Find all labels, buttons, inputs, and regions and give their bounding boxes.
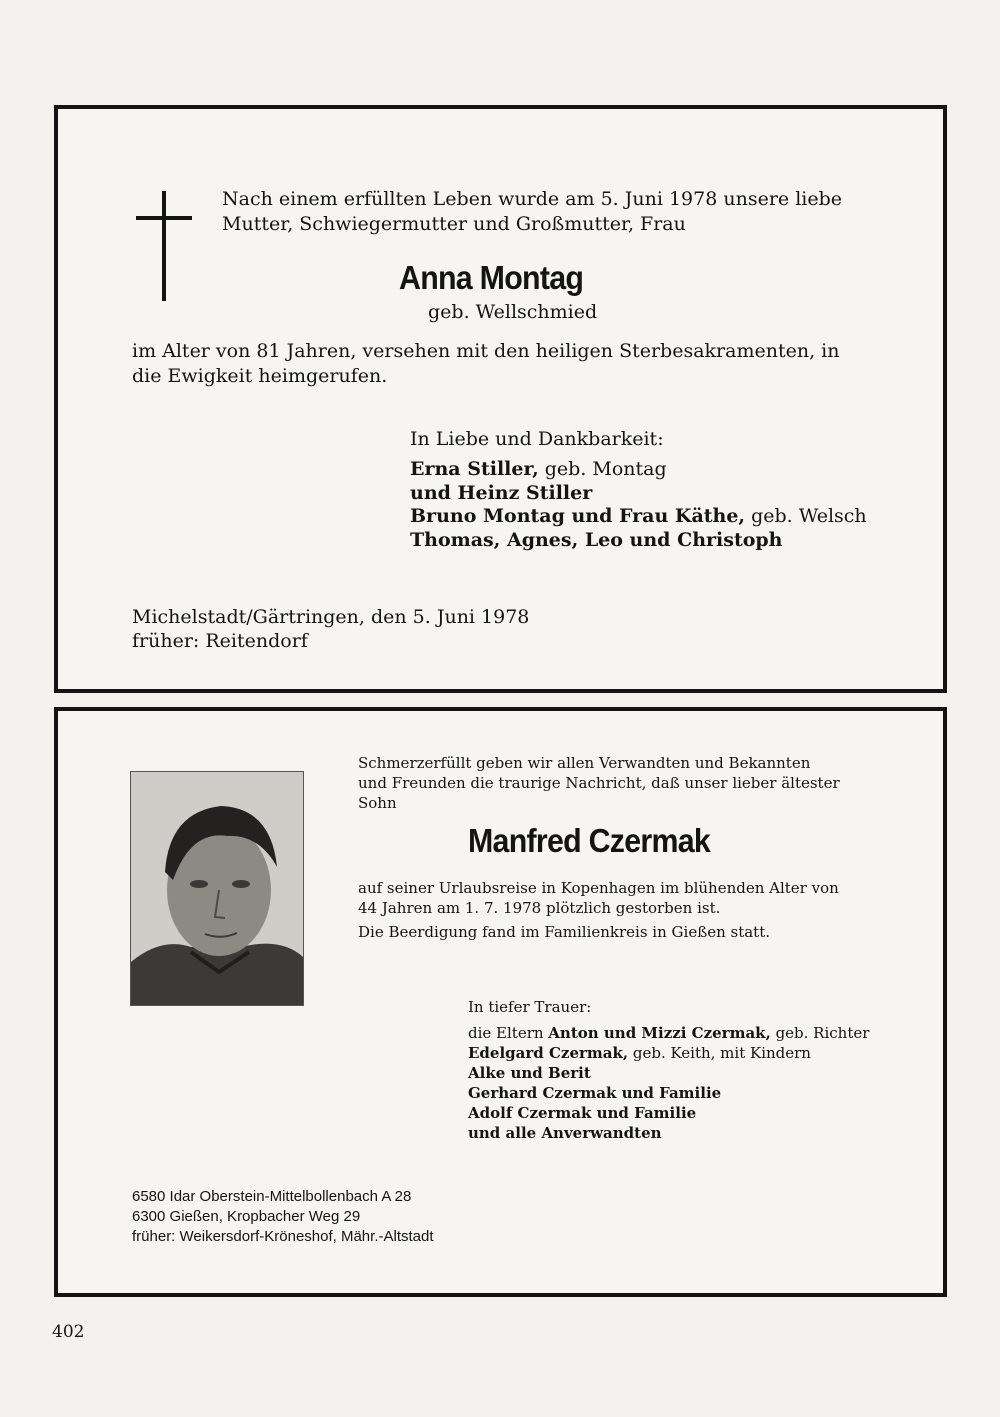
- portrait-photo: [130, 771, 304, 1006]
- mourner-line: [468, 1083, 721, 1103]
- mourner-bold: Alke und Berit: [468, 1064, 591, 1082]
- mourner-bold: Gerhard Czermak und Familie: [468, 1084, 722, 1102]
- mourner-rest: geb. Welsch: [745, 505, 867, 527]
- mourner-line: [468, 1023, 869, 1043]
- mourner-line: [410, 504, 867, 529]
- mourner-bold: Thomas, Agnes, Leo und Christoph: [410, 529, 783, 551]
- intro-line-3: Sohn: [358, 794, 397, 812]
- funeral-line: Die Beerdigung fand im Familienkreis in Gießen statt.: [358, 923, 771, 941]
- age-line-1: im Alter von 81 Jahren, versehen mit den heiligen Sterbesakramenten, in: [132, 340, 840, 362]
- page-number: 402: [52, 1322, 85, 1342]
- deceased-name: Manfred Czermak: [468, 822, 711, 859]
- intro-line-2: Mutter, Schwiegermutter und Großmutter, Frau: [222, 213, 686, 235]
- deceased-name: Anna Montag: [399, 259, 584, 296]
- mourner-bold: und Heinz Stiller: [410, 482, 593, 504]
- age-line-2: die Ewigkeit heimgerufen.: [132, 365, 388, 387]
- mourner-pre: die Eltern: [468, 1024, 549, 1042]
- maiden-name: geb. Wellschmied: [428, 301, 598, 323]
- mourner-bold: Edelgard Czermak,: [468, 1044, 629, 1062]
- portrait-illustration: [131, 772, 303, 1005]
- intro-line-1: Schmerzerfüllt geben wir allen Verwandten und Bekannten: [358, 754, 811, 772]
- mourner-line: [468, 1063, 591, 1083]
- cross-icon: [162, 191, 166, 301]
- mourner-rest: geb. Montag: [538, 458, 667, 480]
- mourner-bold: Adolf Czermak und Familie: [468, 1104, 697, 1122]
- address-line-3: früher: Weikersdorf-Kröneshof, Mähr.-Altstadt: [132, 1228, 434, 1245]
- mourner-line: [468, 1043, 811, 1063]
- mourner-bold: Bruno Montag und Frau Käthe,: [410, 505, 746, 527]
- place-date: Michelstadt/Gärtringen, den 5. Juni 1978: [132, 606, 530, 628]
- mourner-line: [410, 481, 592, 506]
- mourner-line: [468, 1123, 662, 1143]
- former-residence: früher: Reitendorf: [132, 630, 308, 652]
- mourner-rest: geb. Keith, mit Kindern: [628, 1044, 811, 1062]
- address-line-2: 6300 Gießen, Kropbacher Weg 29: [132, 1208, 361, 1225]
- death-line-1: auf seiner Urlaubsreise in Kopenhagen im blühenden Alter von: [358, 879, 839, 897]
- obituary-anna-montag: [54, 105, 947, 693]
- intro-line-2: und Freunden die traurige Nachricht, daß unser lieber ältester: [358, 774, 840, 792]
- cross-icon-bar: [136, 216, 192, 220]
- mourner-bold: und alle Anverwandten: [468, 1124, 662, 1142]
- mourner-rest: geb. Richter: [770, 1024, 870, 1042]
- intro-line-1: Nach einem erfüllten Leben wurde am 5. Juni 1978 unsere liebe: [222, 188, 842, 210]
- obituary-manfred-czermak: [54, 707, 947, 1297]
- thanks-line: In Liebe und Dankbarkeit:: [410, 428, 664, 450]
- mourner-line: [410, 457, 667, 482]
- mourner-line: [410, 528, 783, 553]
- mourner-line: [468, 1103, 696, 1123]
- death-line-2: 44 Jahren am 1. 7. 1978 plötzlich gestorben ist.: [358, 899, 721, 917]
- mourner-bold: Anton und Mizzi Czermak,: [548, 1024, 771, 1042]
- mourner-bold: Erna Stiller,: [410, 458, 539, 480]
- address-line-1: 6580 Idar Oberstein-Mittelbollenbach A 28: [132, 1188, 412, 1205]
- mourning-line: In tiefer Trauer:: [468, 998, 592, 1016]
